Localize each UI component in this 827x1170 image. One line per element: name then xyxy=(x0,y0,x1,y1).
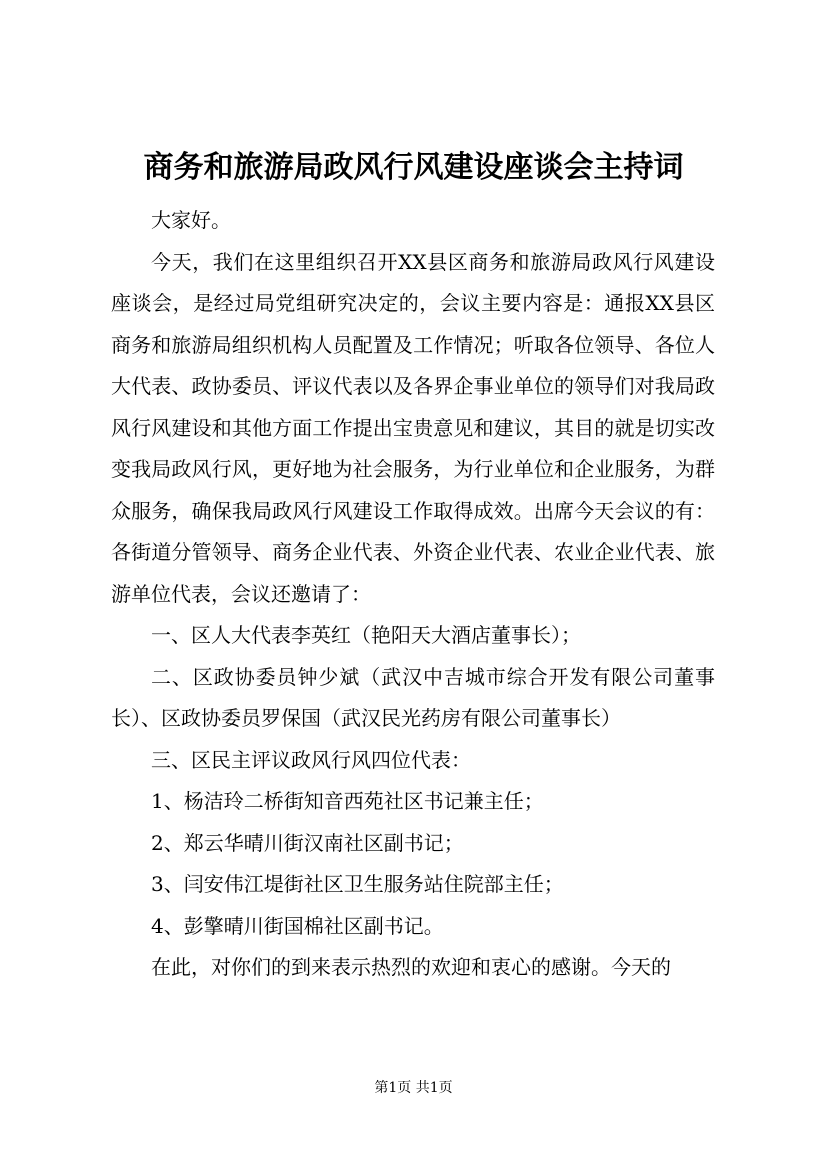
document-body xyxy=(111,200,715,989)
paragraph-intro: 今天，我们在这里组织召开XX县区商务和旅游局政风行风建设座谈会，是经过局党组研究决定的，会议主要内容是：通报XX县区商务和旅游局组织机构人员配置及工作情况；听取各位领导、各位人大代表、政协委员、评议代表以及各界企事业单位的领导们对我局政风行风建设和其他方面工作提出宝贵意见和建议，其目的就是切实改变我局政风行风，更好地为社会服务，为行业单位和企业服务，为群众服务，确保我局政风行风建设工作取得成效。出席今天会议的有：各街道分管领导、商务企业代表、外资企业代表、农业企业代表、旅游单位代表，会议还邀请了： xyxy=(111,249,715,606)
paragraph-greeting: 大家好。 xyxy=(151,208,231,232)
paragraph-rep-3: 3、闫安伟江堤街社区卫生服务站住院部主任； xyxy=(151,872,564,896)
paragraph-rep-1: 1、杨洁玲二桥街知音西苑社区书记兼主任； xyxy=(151,789,544,813)
paragraph-rep-2: 2、郑云华晴川街汉南社区副书记； xyxy=(151,830,464,855)
paragraph-rep-4: 4、彭擎晴川街国棉社区副书记。 xyxy=(151,913,444,938)
paragraph-item-2: 二、区政协委员钟少斌（武汉中吉城市综合开发有限公司董事长）、区政协委员罗保国（武汉民光药房有限公司董事长） xyxy=(111,664,715,730)
paragraph-item-3: 三、区民主评议政风行风四位代表： xyxy=(151,747,471,772)
paragraph-item-1: 一、区人大代表李英红（艳阳天大酒店董事长）； xyxy=(151,623,581,647)
paragraph-closing: 在此，对你们的到来表示热烈的欢迎和衷心的感谢。今天的 xyxy=(151,955,671,979)
document-title: 商务和旅游局政风行风建设座谈会主持词 xyxy=(143,150,684,185)
page-footer: 第1页 共1页 xyxy=(374,1080,453,1096)
